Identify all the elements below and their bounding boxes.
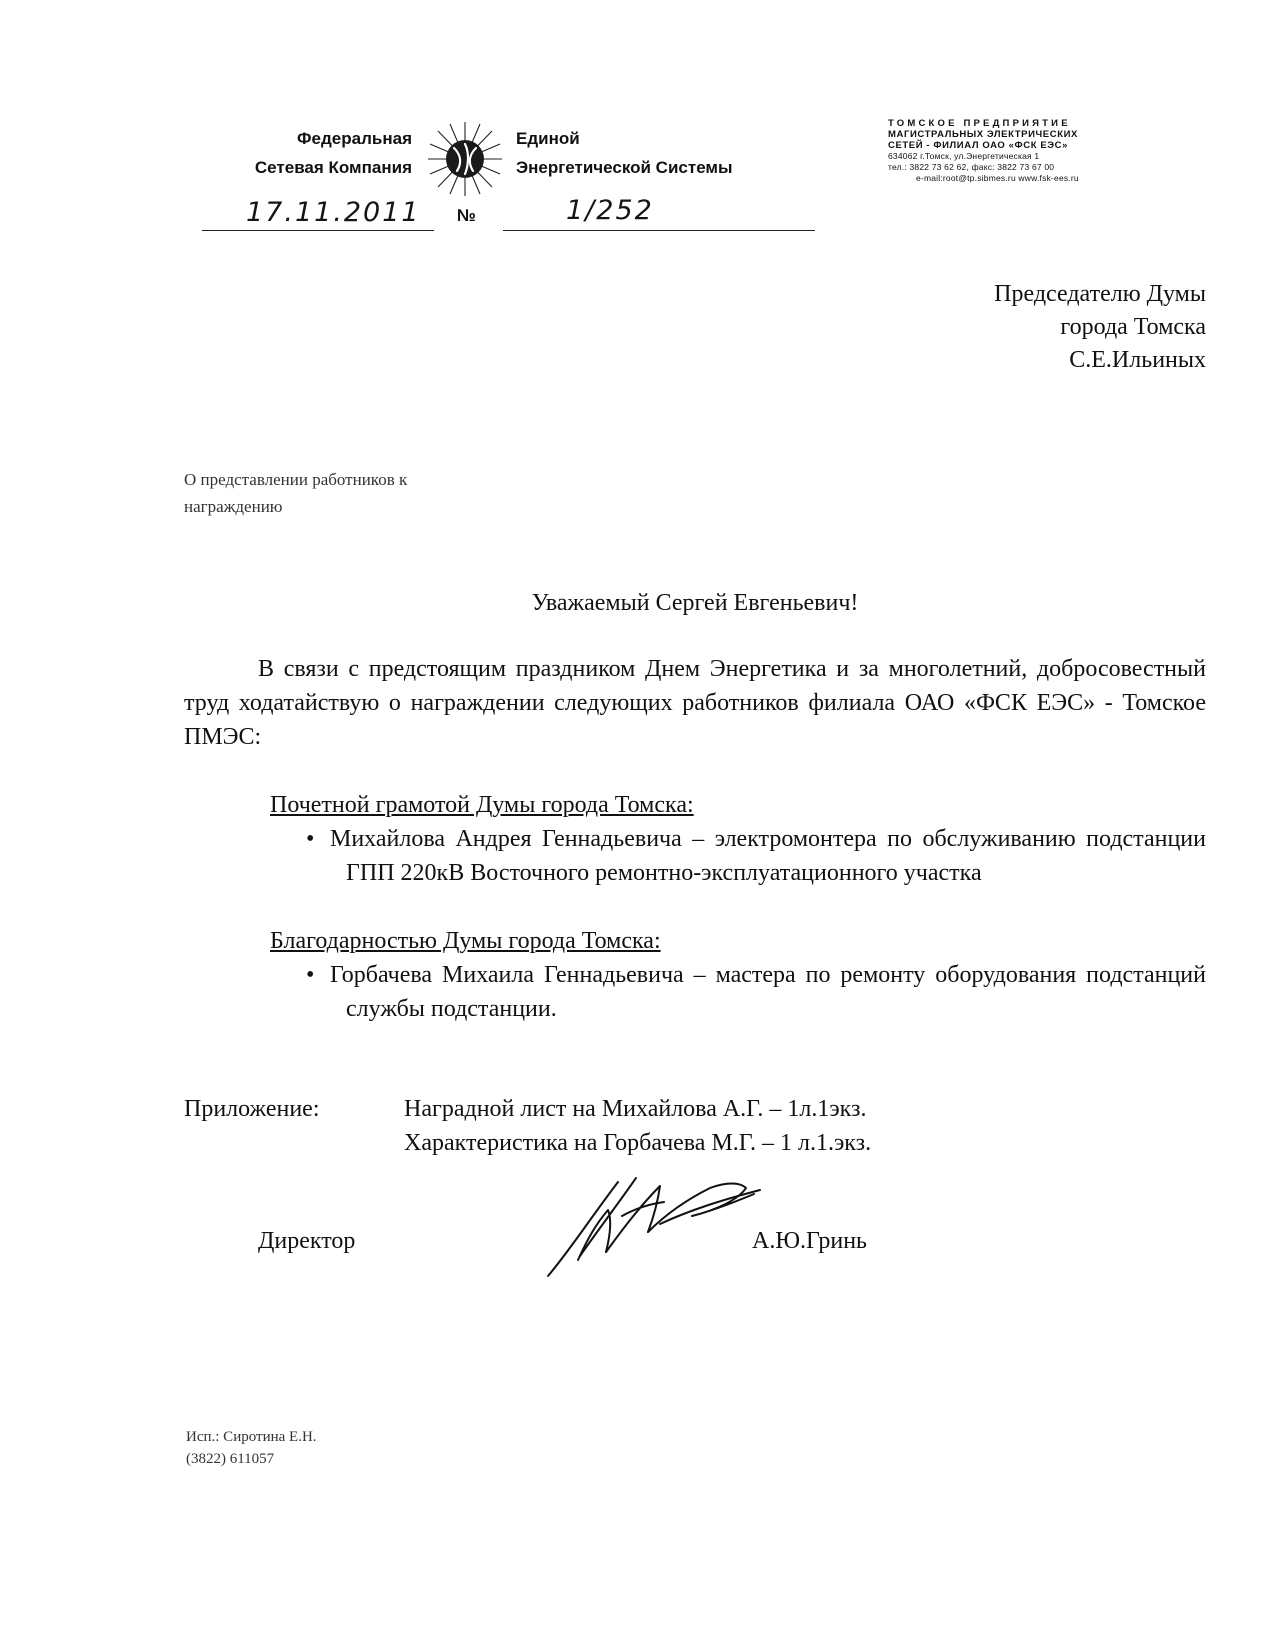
date-underline <box>202 230 434 231</box>
addressee-line2: города Томска <box>1060 314 1206 340</box>
letterhead-left-line1: Федеральная <box>297 129 412 148</box>
branch-line4: 634062 г.Томск, ул.Энергетическая 1 <box>888 151 1040 161</box>
bullet-icon: • <box>306 826 315 852</box>
number-sign: № <box>457 206 476 225</box>
addressee <box>820 278 1206 377</box>
award-item-2: Горбачева Михаила Геннадьевича – мастера по ремонту оборудования подстанций службы подстанции. <box>330 962 1206 1022</box>
award-heading-1: Почетной грамотой Думы города Томска: <box>270 792 694 818</box>
branch-line6: e-mail:root@tp.sibmes.ru www.fsk-ees.ru <box>916 173 1079 183</box>
number-underline <box>503 230 815 231</box>
intro-paragraph: В связи с предстоящим праздником Днем Энергетика и за многолетний, добросовестный труд ходатайствую о награждении следующих работников филиала ОАО «ФСК ЕЭС» - Томское ПМЭС: <box>184 656 1206 750</box>
handwritten-signature-icon <box>540 1160 770 1284</box>
registration-date: 17.11.2011 <box>246 197 421 228</box>
attachment-line1: Наградной лист на Михайлова А.Г. – 1л.1экз. <box>404 1096 867 1122</box>
executor-line2: (3822) 611057 <box>186 1451 275 1467</box>
executor <box>186 1426 486 1470</box>
letterhead-right <box>516 124 836 182</box>
branch-line2: МАГИСТРАЛЬНЫХ ЭЛЕКТРИЧЕСКИХ <box>888 129 1078 140</box>
attachment-list <box>404 1092 1104 1160</box>
branch-line3: СЕТЕЙ - ФИЛИАЛ ОАО «ФСК ЕЭС» <box>888 140 1068 151</box>
branch-line5: тел.: 3822 73 62 62, факс: 3822 73 67 00 <box>888 162 1055 172</box>
award-item-1: Михайлова Андрея Геннадьевича – электромонтера по обслуживанию подстанции ГПП 220кВ Восточного ремонтно-эксплуатационного участка <box>330 826 1206 886</box>
registration-number: 1/252 <box>566 195 654 226</box>
signature-position: Директор <box>258 1228 356 1254</box>
attachment-label: Приложение: <box>184 1096 320 1122</box>
fsk-ees-logo-icon <box>424 120 506 198</box>
addressee-line1: Председателю Думы <box>994 281 1206 307</box>
subject-line1: О представлении работников к <box>184 470 408 489</box>
salutation: Уважаемый Сергей Евгеньевич! <box>531 590 859 616</box>
bullet-icon: • <box>306 962 315 988</box>
letterhead-left <box>170 124 412 182</box>
executor-line1: Исп.: Сиротина Е.Н. <box>186 1429 317 1445</box>
letterhead-left-line2: Сетевая Компания <box>254 158 412 177</box>
attachment-line2: Характеристика на Горбачева М.Г. – 1 л.1.экз. <box>404 1130 872 1156</box>
letterhead-right-line2: Энергетической Системы <box>516 158 733 177</box>
branch-details <box>888 118 1188 184</box>
signature-name: А.Ю.Гринь <box>752 1228 867 1254</box>
award-heading-2: Благодарностью Думы города Томска: <box>270 928 661 954</box>
branch-line1: ТОМСКОЕ ПРЕДПРИЯТИЕ <box>888 118 1071 129</box>
subject <box>184 466 584 520</box>
addressee-line3: С.Е.Ильиных <box>1069 347 1206 373</box>
letterhead-right-line1: Единой <box>516 129 580 148</box>
subject-line2: награждению <box>184 497 283 516</box>
